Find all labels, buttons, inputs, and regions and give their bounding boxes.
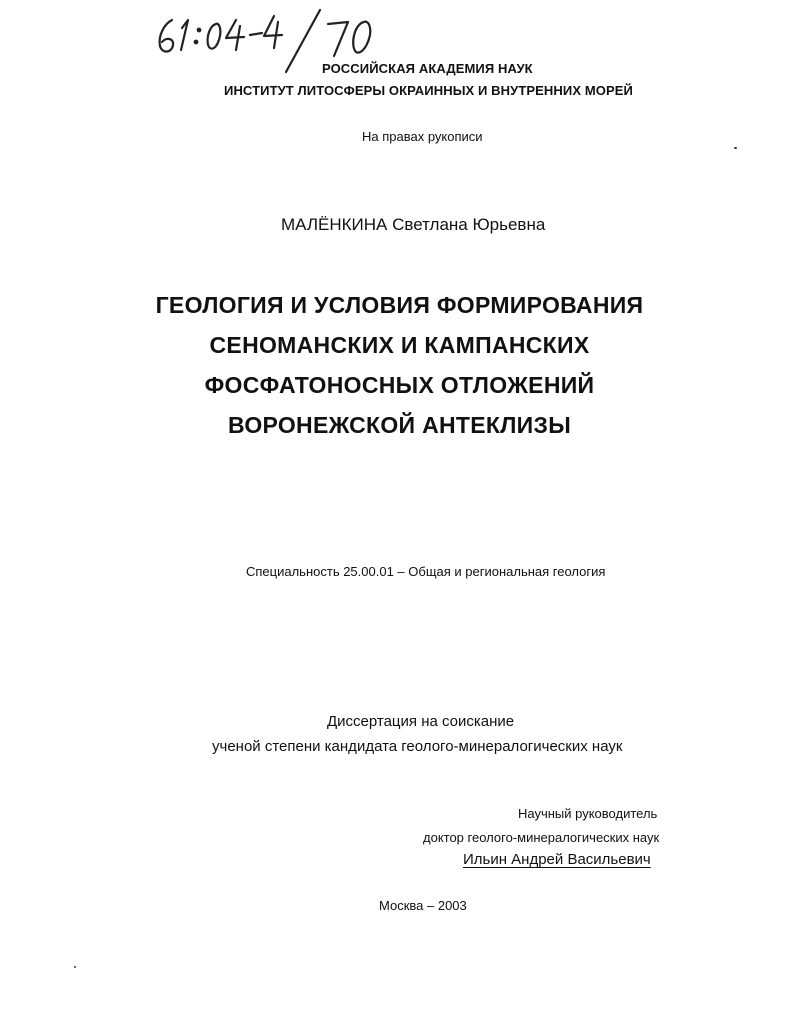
supervisor-degree: доктор геолого-минералогических наук (423, 830, 660, 845)
academy-name: РОССИЙСКАЯ АКАДЕМИЯ НАУК (322, 61, 533, 76)
title-line: ВОРОНЕЖСКОЙ АНТЕКЛИЗЫ (227, 412, 572, 438)
title-line: ГЕОЛОГИЯ И УСЛОВИЯ ФОРМИРОВАНИЯ (155, 292, 644, 318)
place-and-year: Москва – 2003 (379, 898, 467, 913)
speciality-line: Специальность 25.00.01 – Общая и региональная геология (246, 564, 606, 579)
dissertation-statement-line1: Диссертация на соискание (327, 713, 515, 730)
title-line: СЕНОМАНСКИХ И КАМПАНСКИХ (209, 332, 590, 358)
supervisor-name: Ильин Андрей Васильевич (463, 851, 651, 868)
supervisor-title: Научный руководитель (518, 806, 658, 821)
scan-speck (734, 147, 737, 149)
scan-speck (74, 966, 76, 968)
institute-name: ИНСТИТУТ ЛИТОСФЕРЫ ОКРАИННЫХ И ВНУТРЕННИХ МОРЕЙ (224, 83, 633, 98)
dissertation-statement-line2: ученой степени кандидата геолого-минералогических наук (212, 738, 623, 755)
dissertation-title (0, 285, 799, 445)
title-line: ФОСФАТОНОСНЫХ ОТЛОЖЕНИЙ (204, 372, 595, 398)
manuscript-rights-note: На правах рукописи (362, 129, 483, 144)
author-name: МАЛЁНКИНА Светлана Юрьевна (281, 215, 546, 234)
